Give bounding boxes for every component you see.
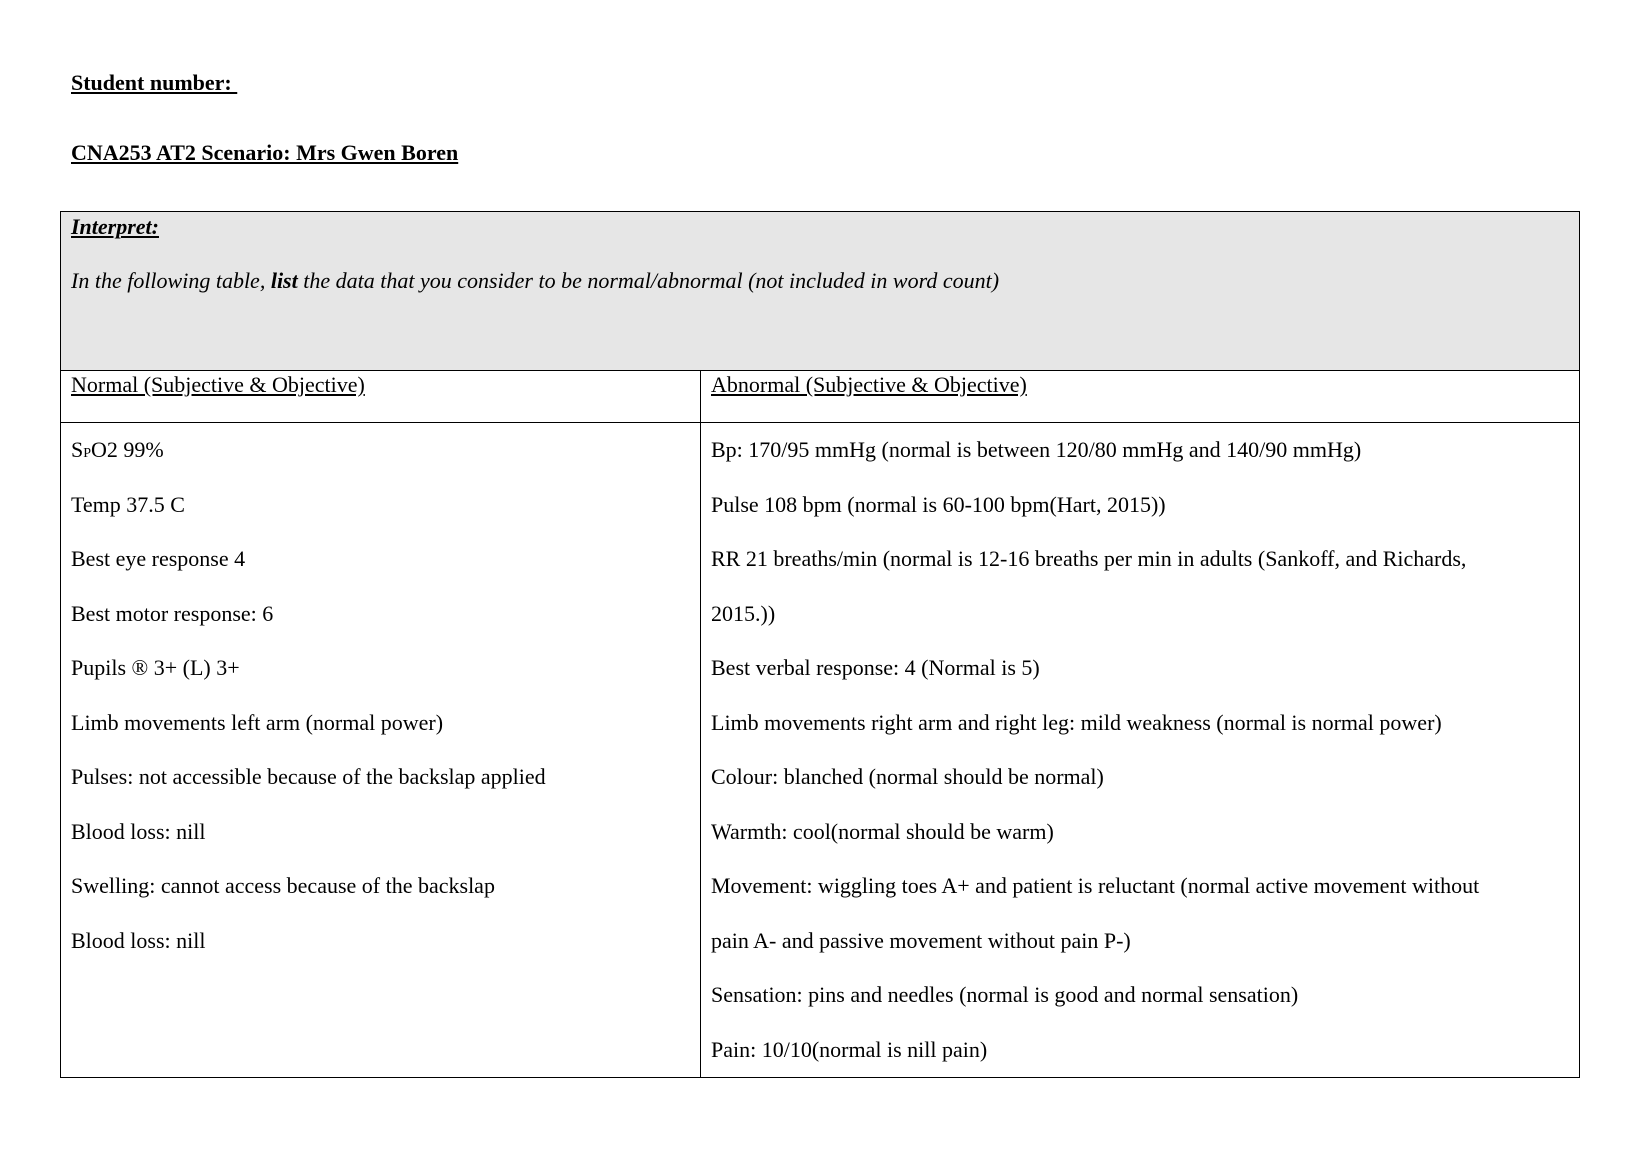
- interpret-row: [61, 212, 1580, 371]
- data-row: [61, 423, 1580, 1078]
- abnormal-item: Limb movements right arm and right leg: mild weakness (normal is normal power): [711, 709, 1442, 735]
- normal-item: Temp 37.5 C: [71, 491, 185, 517]
- abnormal-item: RR 21 breaths/min (normal is 12-16 breaths per min in adults (Sankoff, and Richards,: [711, 546, 1467, 571]
- normal-item-spo2: [71, 423, 690, 478]
- spo2-p: P: [83, 446, 92, 461]
- normal-item: Limb movements left arm (normal power): [71, 709, 444, 735]
- spo2-s: S: [71, 437, 84, 462]
- column-header-row: [61, 371, 1580, 423]
- normal-item: Pupils ® 3+ (L) 3+: [71, 655, 240, 680]
- normal-item: Pulses: not accessible because of the backslap applied: [71, 764, 546, 789]
- interpret-cell: [61, 212, 1580, 371]
- instruction-part-2: the data that you consider to be normal/abnormal (not included in word count): [297, 268, 1000, 293]
- abnormal-item: 2015.)): [711, 600, 776, 626]
- abnormal-column-header: Abnormal (Subjective & Objective): [701, 371, 1580, 423]
- abnormal-data-cell: [701, 423, 1580, 1078]
- abnormal-item: Pain: 10/10(normal is nill pain): [711, 1036, 988, 1062]
- abnormal-item: Pulse 108 bpm (normal is 60-100 bpm(Hart, 2015)): [711, 491, 1166, 517]
- instruction-part-1: In the following table,: [71, 268, 271, 293]
- abnormal-item: pain A- and passive movement without pain P-): [711, 927, 1131, 953]
- normal-data-cell: [61, 423, 701, 1078]
- normal-item: Blood loss: nill: [71, 818, 206, 844]
- interpretation-table: [60, 211, 1580, 1078]
- abnormal-item: Movement: wiggling toes A+ and patient is reluctant (normal active movement without: [711, 873, 1480, 898]
- abnormal-item: Warmth: cool(normal should be warm): [711, 818, 1054, 844]
- normal-item: Best eye response 4: [71, 546, 246, 571]
- abnormal-item: Sensation: pins and needles (normal is good and normal sensation): [711, 982, 1299, 1007]
- interpret-instruction: [71, 268, 1569, 294]
- normal-column-header: Normal (Subjective & Objective): [61, 371, 701, 423]
- abnormal-item: Best verbal response: 4 (Normal is 5): [711, 655, 1040, 680]
- normal-item: Best motor response: 6: [71, 600, 274, 626]
- spo2-value: O2 99%: [91, 437, 164, 462]
- interpret-label: Interpret:: [71, 214, 159, 239]
- normal-item: Blood loss: nill: [71, 927, 206, 953]
- student-number-label: Student number:: [71, 70, 238, 95]
- scenario-title: CNA253 AT2 Scenario: Mrs Gwen Boren: [71, 140, 459, 165]
- abnormal-item: Bp: 170/95 mmHg (normal is between 120/80 mmHg and 140/90 mmHg): [711, 437, 1362, 462]
- normal-item: Swelling: cannot access because of the backslap: [71, 873, 495, 898]
- instruction-bold-word: list: [270, 268, 298, 293]
- abnormal-item: Colour: blanched (normal should be normal): [711, 764, 1104, 789]
